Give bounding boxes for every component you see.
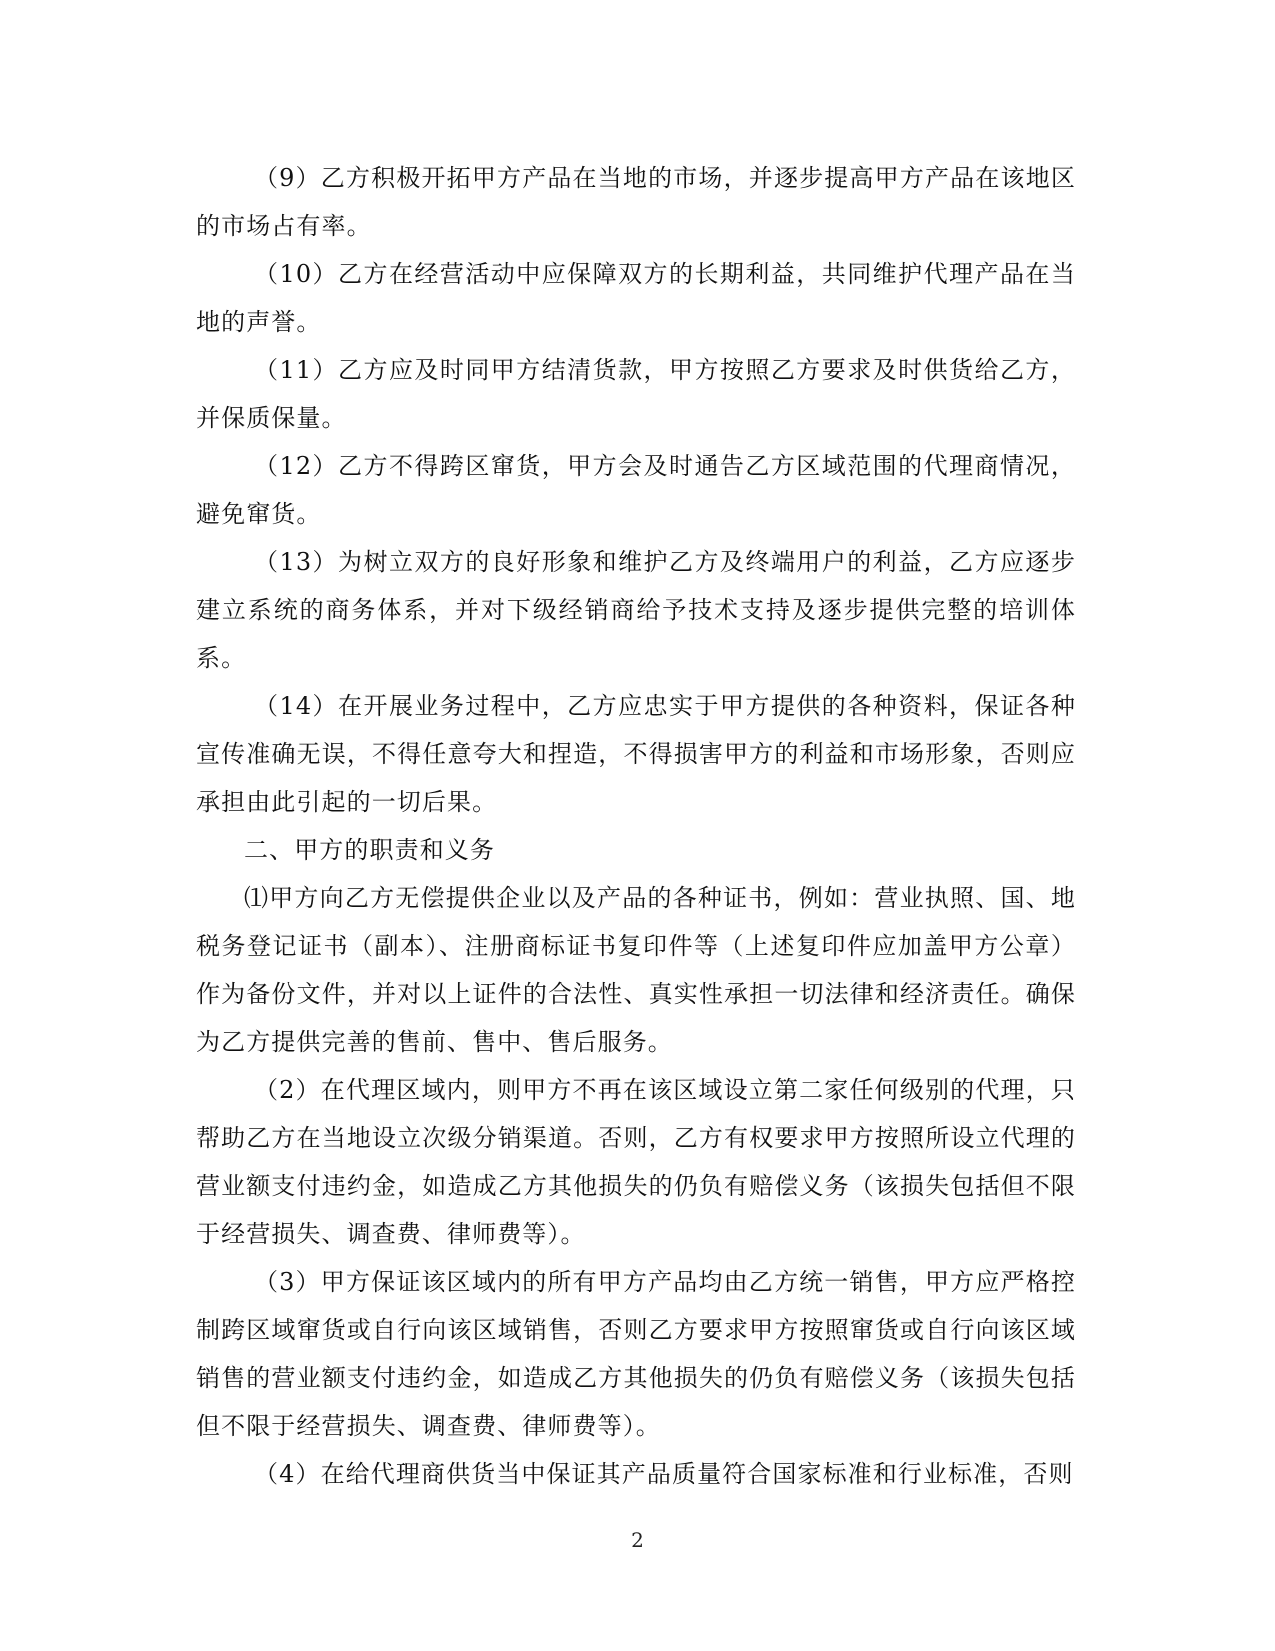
document-body [196,154,1076,1498]
page-number: 2 [631,1528,644,1552]
paragraph-clause-13: （13）为树立双方的良好形象和维护乙方及终端用户的利益，乙方应逐步建立系统的商务体系，并对下级经销商给予技术支持及逐步提供完整的培训体系。 [196,548,1076,672]
paragraph-clause-9: （9）乙方积极开拓甲方产品在当地的市场，并逐步提高甲方产品在该地区的市场占有率。 [196,164,1076,240]
paragraph-clause-12: （12）乙方不得跨区窜货，甲方会及时通告乙方区域范围的代理商情况，避免窜货。 [196,452,1076,528]
section-heading: 二、甲方的职责和义务 [244,836,495,864]
paragraph-party-a-3: （3）甲方保证该区域内的所有甲方产品均由乙方统一销售，甲方应严格控制跨区域窜货或自行向该区域销售，否则乙方要求甲方按照窜货或自行向该区域销售的营业额支付违约金，如造成乙方其他损失的仍负有赔偿义务（该损失包括但不限于经营损失、调查费、律师费等）。 [196,1268,1076,1440]
paragraph-party-a-1: ⑴甲方向乙方无偿提供企业以及产品的各种证书，例如：营业执照、国、地税务登记证书（副本）、注册商标证书复印件等（上述复印件应加盖甲方公章）作为备份文件，并对以上证件的合法性、真实性承担一切法律和经济责任。确保为乙方提供完善的售前、售中、售后服务。 [196,884,1076,1056]
paragraph-clause-14: （14）在开展业务过程中，乙方应忠实于甲方提供的各种资料，保证各种宣传准确无误，不得任意夸大和捏造，不得损害甲方的利益和市场形象，否则应承担由此引起的一切后果。 [196,692,1076,816]
paragraph-clause-10: （10）乙方在经营活动中应保障双方的长期利益，共同维护代理产品在当地的声誉。 [196,260,1076,336]
paragraph-party-a-2: （2）在代理区域内，则甲方不再在该区域设立第二家任何级别的代理，只帮助乙方在当地设立次级分销渠道。否则，乙方有权要求甲方按照所设立代理的营业额支付违约金，如造成乙方其他损失的仍负有赔偿义务（该损失包括但不限于经营损失、调查费、律师费等）。 [196,1076,1076,1248]
paragraph-party-a-4: （4）在给代理商供货当中保证其产品质量符合国家标准和行业标准，否则 [254,1460,1074,1488]
paragraph-clause-11: （11）乙方应及时同甲方结清货款，甲方按照乙方要求及时供货给乙方，并保质保量。 [196,356,1076,432]
